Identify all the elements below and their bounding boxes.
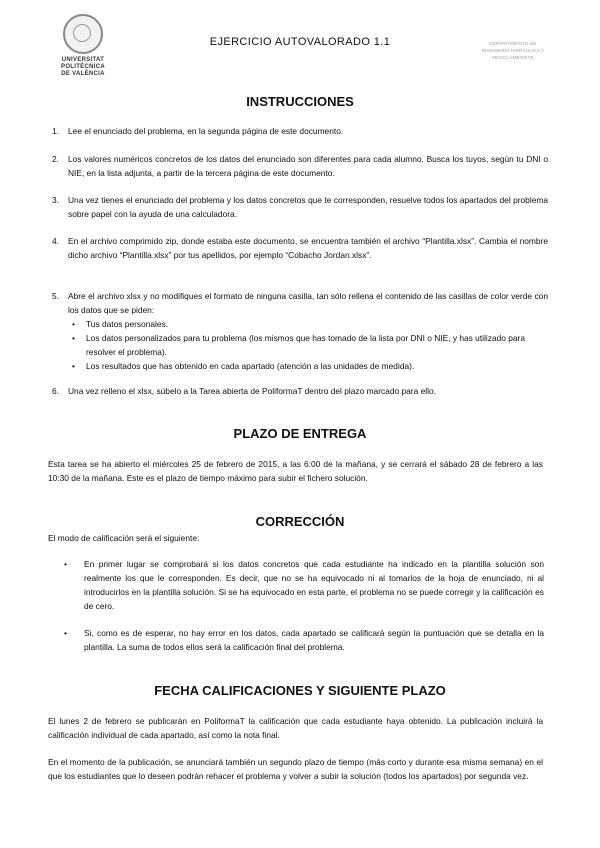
instruction-item-5 <box>48 289 548 373</box>
instrucciones-heading: INSTRUCCIONES <box>246 94 354 109</box>
fecha-paragraph-1: El lunes 2 de febrero se publicarán en PoliformaT la calificación que cada estudiante haya obtenido. La publicación incluirá la calificación individual de cada apartado, así como la nota final. <box>48 716 543 740</box>
plazo-text: Esta tarea se ha abierto el miércoles 25 de febrero de 2015, a las 6:00 de la mañana, y se cerrará el sábado 28 de febrero a las 10:30 de la mañana. Este es el plazo de tiempo máximo para subir el fichero solución. <box>48 459 543 483</box>
correccion-bullet-1 <box>60 557 544 613</box>
page-header <box>0 0 600 90</box>
item-number: 3. <box>52 195 59 205</box>
instruction-item-1 <box>48 124 548 138</box>
sub-item <box>72 359 548 373</box>
bullet-icon: • <box>64 559 67 569</box>
sub-item-text: Los datos personalizados para tu problema (los mismos que has tomado de la lista por DNI o NIE, y has utilizado para resolver el problema). <box>86 333 525 357</box>
item-text: En el archivo comprimido zip, donde estaba este documento, se encuentra también el archivo “Plantilla.xlsx”. Cambia el nombre dicho archivo “Plantilla.xlsx” por tus apellidos, por ejemplo “Cobacho Jordan.xlsx”. <box>68 236 548 260</box>
item-text: Los valores numéricos concretos de los datos del enunciado son diferentes para cada alumno. Busca los tuyos, según tu DNI o NIE, en la lista adjunta, a partir de la tercera página de este documento. <box>68 154 548 178</box>
item-text: Una vez relleno el xlsx, súbelo a la Tarea abierta de PoliformaT dentro del plazo marcado para ello. <box>68 386 436 396</box>
correccion-heading: CORRECCIÓN <box>255 514 345 529</box>
department-line-1: DEPARTAMENTO DE <box>489 41 537 46</box>
bullet-icon: • <box>72 319 75 329</box>
document-title: EJERCICIO AUTOVALORADO 1.1 <box>209 36 391 48</box>
fecha-heading: FECHA CALIFICACIONES Y SIGUIENTE PLAZO <box>154 683 446 698</box>
item-number: 6. <box>52 386 59 396</box>
department-line-2: INGENIERÍA HIDRÁULICA Y <box>481 48 545 53</box>
instruction-item-3 <box>48 193 548 221</box>
bullet-text: En primer lugar se comprobará si los datos concretos que cada estudiante ha indicado en la plantilla solución son realmente los que le corresponden. Es decir, que no se ha equivocado ni al tomarlos de la hoja de enunciado, ni al introducirlos en la plantilla solución. Si se ha equivocado en esta parte, el problema no se puede corregir y la calificación es de cero. <box>84 559 544 611</box>
item-text: Una vez tienes el enunciado del problema y los datos concretos que te corresponden, resuelve todos los apartados del problema sobre papel con la ayuda de una calculadora. <box>68 195 548 219</box>
logo-line-2: POLITÈCNICA <box>61 64 105 70</box>
bullet-icon: • <box>72 361 75 371</box>
instruction-item-6 <box>48 384 548 398</box>
logo-line-3: DE VALÈNCIA <box>61 71 105 77</box>
bullet-text: Si, como es de esperar, no hay error en los datos, cada apartado se calificará según la puntuación que se detalla en la plantilla. La suma de todos ellos será la calificación final del problema. <box>84 628 544 652</box>
item-number: 2. <box>52 154 59 164</box>
instruction-item-4 <box>48 234 548 262</box>
sub-item-text: Tus datos personales. <box>86 319 169 329</box>
university-seal-icon <box>63 14 103 54</box>
item-number: 5. <box>52 291 59 301</box>
sub-item <box>72 317 548 331</box>
plazo-heading: PLAZO DE ENTREGA <box>233 426 367 441</box>
item-number: 1. <box>52 126 59 136</box>
correccion-bullet-2 <box>60 626 544 654</box>
logo-line-1: UNIVERSITAT <box>61 57 105 63</box>
department-line-3: MEDIO AMBIENTE <box>492 55 534 60</box>
fecha-paragraph-2: En el momento de la publicación, se anunciará también un segundo plazo de tiempo (más corto y durante esa misma semana) en el que los estudiantes que lo deseen podrán rehacer el problema y volver a subir la solución (todos los apartados) por segunda vez. <box>48 757 543 781</box>
sub-item-text: Los resultados que has obtenido en cada apartado (atención a las unidades de medida). <box>86 361 415 371</box>
item-text: Abre el archivo xlsx y no modifiques el formato de ninguna casilla, tan sólo rellena el contenido de las casillas de color verde con los datos que se piden: <box>68 291 548 315</box>
item-number: 4. <box>52 236 59 246</box>
department-label <box>468 40 558 61</box>
bullet-icon: • <box>72 333 75 343</box>
sub-item <box>72 331 548 359</box>
item-text: Lee el enunciado del problema, en la segunda página de este documento. <box>68 126 344 136</box>
bullet-icon: • <box>64 628 67 638</box>
instruction-item-2 <box>48 152 548 180</box>
correccion-intro: El modo de calificación será el siguiente: <box>48 533 200 543</box>
